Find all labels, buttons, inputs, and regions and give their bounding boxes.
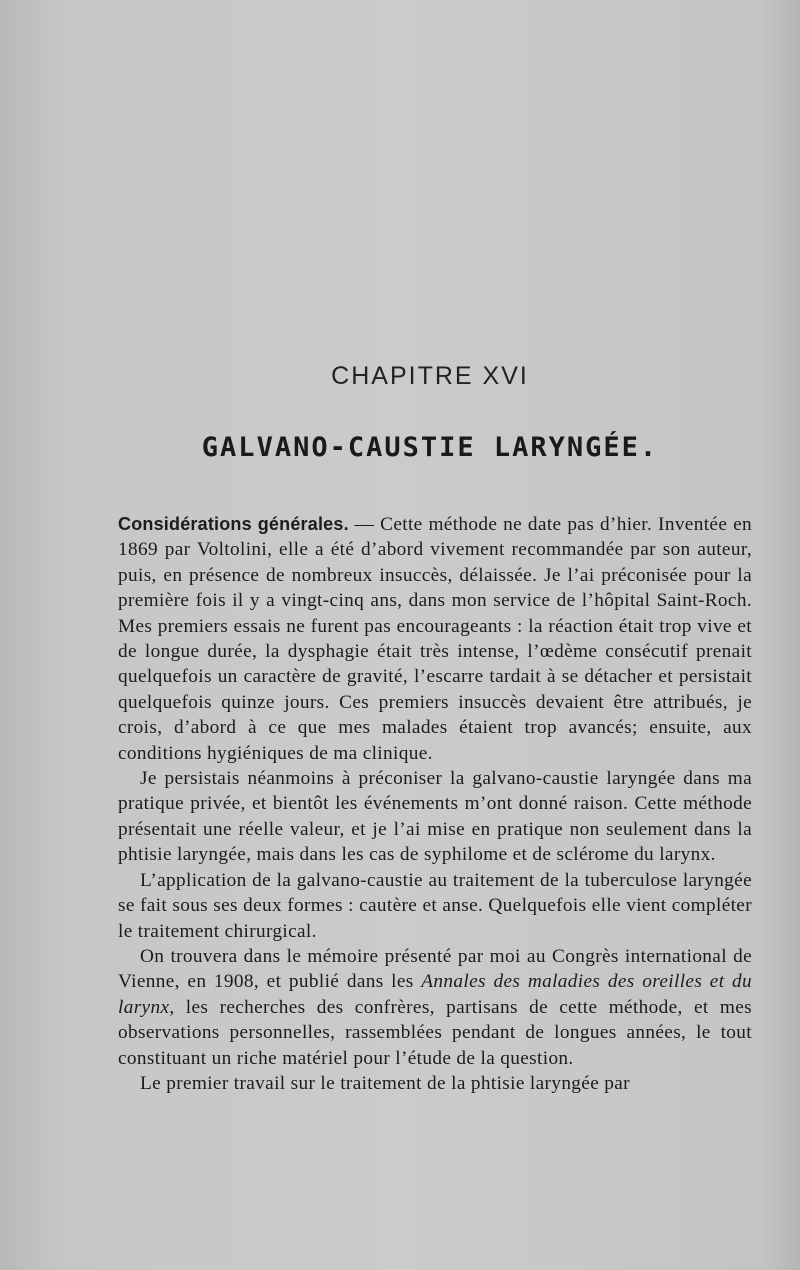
paragraph [118, 512, 752, 766]
paragraph-text: Le premier travail sur le traitement de la phtisie laryngée par [140, 1072, 630, 1094]
chapter-title: GALVANO-CAUSTIE LARYNGÉE. [201, 432, 659, 463]
paragraph-text: , les recherches des confrères, partisans de cette méthode, et mes observations personnelles, rassemblées pendant de longues années, le tout constituant un riche matériel pour l’étude de la question. [118, 996, 752, 1069]
chapter-number: CHAPITRE XVI [331, 362, 529, 390]
paragraph-text: — Cette méthode ne date pas d’hier. Inventée en 1869 par Voltolini, elle a été d’abord vivement recommandée par son auteur, puis, en présence de nombreux insuccès, délaissée. Je l’ai préconisée pour la première fois il y a vingt-cinq ans, dans mon service de l’hôpital Saint-Roch. Mes premiers essais ne furent pas encourageants : la réaction était trop vive et de longue durée, la dysphagie était très intense, l’œdème consécutif prenait quelquefois un caractère de gravité, l’escarre tardait à se détacher et persistait quelquefois quinze jours. Ces premiers insuccès devaient être attribués, je crois, d’abord à ce que mes malades étaient trop avancés; ensuite, aux conditions hygiéniques de ma clinique. [118, 514, 752, 764]
paragraph-text: L’application de la galvano-caustie au traitement de la tuberculose laryngée se fait sous ses deux formes : cautère et anse. Quelquefois elle vient compléter le traitement chirurgical. [118, 869, 752, 942]
journal-title: Annales des maladies des oreilles et du larynx [118, 971, 753, 1018]
body-text [118, 512, 752, 1096]
paragraph [118, 868, 752, 944]
paragraph-text: Je persistais néanmoins à préconiser la galvano-caustie laryngée dans ma pratique privée, et bientôt les événements m’ont donné raison. Cette méthode présentait une réelle valeur, et je l’ai mise en pratique non seulement dans la phtisie laryngée, mais dans les cas de syphilome et de sclérome du larynx. [118, 768, 752, 866]
paragraph-text: On trouvera dans le mémoire présenté par moi au Congrès international de Vienne, en 1908, et publié dans les [118, 945, 752, 993]
paragraph [118, 944, 752, 1071]
paragraph [118, 1071, 752, 1096]
paragraph [118, 766, 752, 868]
section-heading: Considérations générales. [118, 514, 349, 534]
